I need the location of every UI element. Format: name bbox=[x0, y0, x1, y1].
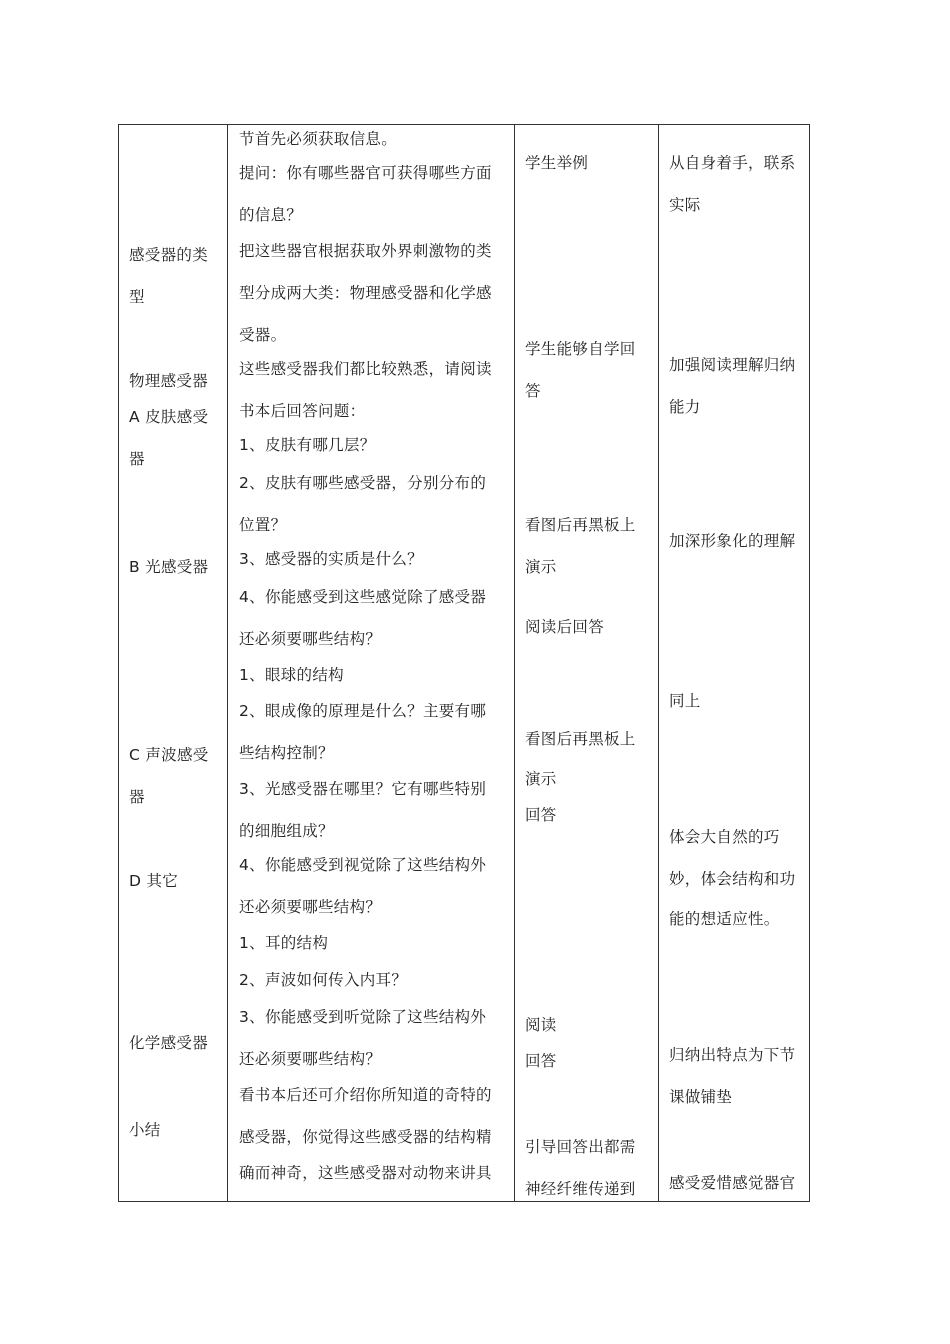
teacher-activity-line: 书本后回答问题： bbox=[239, 402, 366, 420]
design-intent-line: 体会大自然的巧 bbox=[669, 828, 780, 846]
teacher-activity-line: 的细胞组成？ bbox=[239, 822, 334, 840]
design-intent-line: 能力 bbox=[669, 398, 701, 416]
student-activity-line: 引导回答出都需 bbox=[525, 1138, 636, 1156]
topic-label: 感受器的类 bbox=[129, 246, 209, 264]
topic-label: D 其它 bbox=[129, 872, 179, 890]
student-activity-line: 演示 bbox=[525, 558, 557, 576]
teacher-activity-line: 还必须要哪些结构？ bbox=[239, 630, 382, 648]
teacher-activity-line: 1、耳的结构 bbox=[239, 934, 329, 952]
teacher-activity-line: 些结构控制？ bbox=[239, 744, 334, 762]
student-activity-line: 答 bbox=[525, 382, 541, 400]
teacher-activity-line: 还必须要哪些结构？ bbox=[239, 1050, 382, 1068]
teacher-activity-line: 3、你能感受到听觉除了这些结构外 bbox=[239, 1008, 487, 1026]
teacher-activity-line: 节首先必须获取信息。 bbox=[239, 130, 398, 148]
design-intent-line: 感受爱惜感觉器官 bbox=[669, 1174, 796, 1192]
topic-label: 器 bbox=[129, 450, 145, 468]
design-intent-line: 实际 bbox=[669, 196, 701, 214]
teacher-activity-line: 1、皮肤有哪几层？ bbox=[239, 436, 376, 454]
topic-label: 型 bbox=[129, 288, 145, 306]
teacher-activity-line: 受器。 bbox=[239, 326, 287, 344]
design-intent-line: 归纳出特点为下节 bbox=[669, 1046, 796, 1064]
topic-label: 器 bbox=[129, 788, 145, 806]
teacher-activity-line: 感受器，你觉得这些感受器的结构精 bbox=[239, 1128, 492, 1146]
student-activity-line: 演示 bbox=[525, 770, 557, 788]
teacher-activity-line: 4、你能感受到这些感觉除了感受器 bbox=[239, 588, 487, 606]
teacher-activity-line: 看书本后还可介绍你所知道的奇特的 bbox=[239, 1086, 492, 1104]
student-activity-line: 学生举例 bbox=[525, 154, 589, 172]
design-intent-line: 加深形象化的理解 bbox=[669, 532, 796, 550]
column-divider bbox=[227, 125, 228, 1201]
teacher-activity-line: 提问：你有哪些器官可获得哪些方面 bbox=[239, 164, 492, 182]
teacher-activity-line: 把这些器官根据获取外界刺激物的类 bbox=[239, 242, 492, 260]
design-intent-line: 从自身着手，联系 bbox=[669, 154, 796, 172]
topic-label: 化学感受器 bbox=[129, 1034, 209, 1052]
column-divider bbox=[658, 125, 659, 1201]
design-intent-line: 课做铺垫 bbox=[669, 1088, 733, 1106]
teacher-activity-line: 3、感受器的实质是什么？ bbox=[239, 550, 423, 568]
teacher-activity-line: 型分成两大类：物理感受器和化学感 bbox=[239, 284, 492, 302]
design-intent-line: 加强阅读理解归纳 bbox=[669, 356, 796, 374]
student-activity-line: 学生能够自学回 bbox=[525, 340, 636, 358]
design-intent-line: 能的想适应性。 bbox=[669, 910, 780, 928]
lesson-plan-table bbox=[118, 124, 810, 1202]
teacher-activity-line: 确而神奇，这些感受器对动物来讲具 bbox=[239, 1164, 492, 1182]
teacher-activity-line: 的信息？ bbox=[239, 206, 303, 224]
column-divider bbox=[514, 125, 515, 1201]
teacher-activity-line: 2、眼成像的原理是什么？主要有哪 bbox=[239, 702, 487, 720]
topic-label: B 光感受器 bbox=[129, 558, 209, 576]
teacher-activity-line: 2、皮肤有哪些感受器，分别分布的 bbox=[239, 474, 487, 492]
student-activity-line: 阅读 bbox=[525, 1016, 557, 1034]
topic-label: 物理感受器 bbox=[129, 372, 209, 390]
teacher-activity-line: 4、你能感受到视觉除了这些结构外 bbox=[239, 856, 487, 874]
teacher-activity-line: 这些感受器我们都比较熟悉，请阅读 bbox=[239, 360, 492, 378]
student-activity-line: 阅读后回答 bbox=[525, 618, 605, 636]
design-intent-line: 同上 bbox=[669, 692, 701, 710]
topic-label: A 皮肤感受 bbox=[129, 408, 209, 426]
teacher-activity-line: 2、声波如何传入内耳？ bbox=[239, 971, 408, 989]
topic-label: 小结 bbox=[129, 1121, 161, 1139]
student-activity-line: 神经纤维传递到 bbox=[525, 1180, 636, 1198]
teacher-activity-line: 还必须要哪些结构？ bbox=[239, 898, 382, 916]
student-activity-line: 回答 bbox=[525, 806, 557, 824]
teacher-activity-line: 位置？ bbox=[239, 516, 287, 534]
student-activity-line: 看图后再黑板上 bbox=[525, 516, 636, 534]
topic-label: C 声波感受 bbox=[129, 746, 209, 764]
teacher-activity-line: 3、光感受器在哪里？它有哪些特别 bbox=[239, 780, 487, 798]
design-intent-line: 妙，体会结构和功 bbox=[669, 870, 796, 888]
teacher-activity-line: 1、眼球的结构 bbox=[239, 666, 344, 684]
student-activity-line: 看图后再黑板上 bbox=[525, 730, 636, 748]
student-activity-line: 回答 bbox=[525, 1052, 557, 1070]
